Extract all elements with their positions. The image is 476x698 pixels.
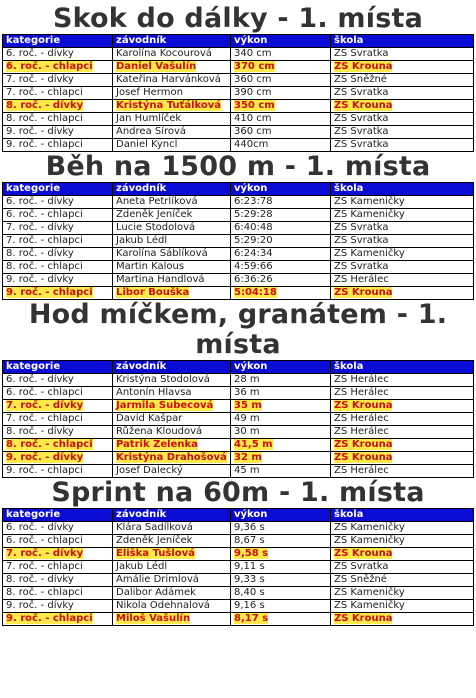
table-row: [3, 261, 474, 274]
results-table: [2, 360, 474, 478]
table-row-highlighted: [3, 452, 474, 465]
table-row: [3, 426, 474, 439]
cell-zavodnik: Karolína Sáblíková: [113, 248, 231, 261]
table-row: [3, 235, 474, 248]
table-row: [3, 87, 474, 100]
table-row-highlighted: [3, 613, 474, 626]
cell-zavodnik: Eliška Tušlová: [113, 548, 231, 561]
cell-zavodnik: Miloš Vašulín: [113, 613, 231, 626]
cell-zavodnik: Kristýna Tuťálková: [113, 100, 231, 113]
header-vykon: výkon: [231, 509, 331, 522]
cell-skola: ZŠ Krouna: [331, 61, 474, 74]
cell-skola: ZŠ Svratka: [331, 261, 474, 274]
cell-vykon: 4:59:66: [231, 261, 331, 274]
table-row: [3, 209, 474, 222]
cell-zavodnik: Martina Handlová: [113, 274, 231, 287]
cell-kategorie: 8. roč. - dívky: [3, 248, 113, 261]
cell-skola: ZŠ Herálec: [331, 387, 474, 400]
cell-skola: ZŠ Svratka: [331, 561, 474, 574]
cell-skola: ZŠ Herálec: [331, 374, 474, 387]
cell-skola: ZŠ Kameničky: [331, 587, 474, 600]
cell-vykon: 9,33 s: [231, 574, 331, 587]
cell-vykon: 9,16 s: [231, 600, 331, 613]
cell-kategorie: 8. roč. - chlapci: [3, 113, 113, 126]
table-row-highlighted: [3, 100, 474, 113]
table-header-row: [3, 183, 474, 196]
header-zavodnik: závodník: [113, 35, 231, 48]
cell-kategorie: 8. roč. - chlapci: [3, 439, 113, 452]
section-title: Běh na 1500 m - 1. místa: [45, 151, 431, 182]
header-skola: škola: [331, 35, 474, 48]
table-row: [3, 587, 474, 600]
cell-kategorie: 6. roč. - chlapci: [3, 387, 113, 400]
cell-skola: ZŠ Kameničky: [331, 248, 474, 261]
header-skola: škola: [331, 361, 474, 374]
cell-zavodnik: Růžena Kloudová: [113, 426, 231, 439]
cell-vykon: 6:40:48: [231, 222, 331, 235]
cell-vykon: 8,17 s: [231, 613, 331, 626]
cell-zavodnik: Amálie Drimlová: [113, 574, 231, 587]
cell-skola: ZŠ Svratka: [331, 139, 474, 152]
section-60m-sprint: [2, 478, 474, 626]
cell-kategorie: 9. roč. - chlapci: [3, 287, 113, 300]
cell-skola: ZŠ Herálec: [331, 426, 474, 439]
table-row: [3, 413, 474, 426]
cell-zavodnik: Libor Bouška: [113, 287, 231, 300]
cell-skola: ZŠ Herálec: [331, 465, 474, 478]
table-row: [3, 535, 474, 548]
cell-skola: ZŠ Krouna: [331, 613, 474, 626]
cell-skola: ZŠ Svratka: [331, 48, 474, 61]
cell-vykon: 6:23:78: [231, 196, 331, 209]
cell-kategorie: 9. roč. - chlapci: [3, 465, 113, 478]
cell-kategorie: 8. roč. - dívky: [3, 574, 113, 587]
table-row-highlighted: [3, 548, 474, 561]
cell-skola: ZŠ Krouna: [331, 100, 474, 113]
cell-kategorie: 7. roč. - chlapci: [3, 413, 113, 426]
cell-zavodnik: Martin Kalous: [113, 261, 231, 274]
cell-kategorie: 8. roč. - chlapci: [3, 587, 113, 600]
cell-zavodnik: Kateřina Harvánková: [113, 74, 231, 87]
cell-zavodnik: Patrik Zelenka: [113, 439, 231, 452]
cell-kategorie: 6. roč. - dívky: [3, 522, 113, 535]
cell-skola: ZŠ Sněžné: [331, 74, 474, 87]
header-kategorie: kategorie: [3, 361, 113, 374]
cell-kategorie: 6. roč. - chlapci: [3, 535, 113, 548]
cell-zavodnik: David Kašpar: [113, 413, 231, 426]
table-row-highlighted: [3, 439, 474, 452]
cell-vykon: 6:24:34: [231, 248, 331, 261]
cell-skola: ZŠ Herálec: [331, 413, 474, 426]
cell-zavodnik: Kristýna Drahošová: [113, 452, 231, 465]
table-row-highlighted: [3, 287, 474, 300]
cell-kategorie: 6. roč. - dívky: [3, 196, 113, 209]
cell-vykon: 49 m: [231, 413, 331, 426]
cell-zavodnik: Klára Sadílková: [113, 522, 231, 535]
cell-zavodnik: Antonín Hlavsa: [113, 387, 231, 400]
table-row: [3, 248, 474, 261]
cell-kategorie: 7. roč. - dívky: [3, 400, 113, 413]
table-row: [3, 465, 474, 478]
cell-zavodnik: Daniel Vašulín: [113, 61, 231, 74]
cell-skola: ZŠ Krouna: [331, 452, 474, 465]
cell-vykon: 9,11 s: [231, 561, 331, 574]
cell-vykon: 36 m: [231, 387, 331, 400]
cell-skola: ZŠ Sněžné: [331, 574, 474, 587]
header-zavodnik: závodník: [113, 509, 231, 522]
cell-zavodnik: Jarmila Šubecová: [113, 400, 231, 413]
table-row: [3, 600, 474, 613]
cell-vykon: 41,5 m: [231, 439, 331, 452]
cell-kategorie: 8. roč. - dívky: [3, 100, 113, 113]
cell-zavodnik: Lucie Stodolová: [113, 222, 231, 235]
header-skola: škola: [331, 183, 474, 196]
cell-zavodnik: Karolína Kocourová: [113, 48, 231, 61]
table-row: [3, 374, 474, 387]
cell-vykon: 35 m: [231, 400, 331, 413]
cell-kategorie: 8. roč. - chlapci: [3, 261, 113, 274]
header-vykon: výkon: [231, 361, 331, 374]
cell-skola: ZŠ Krouna: [331, 287, 474, 300]
section-title: Hod míčkem, granátem - 1. místa: [28, 299, 448, 360]
table-row: [3, 561, 474, 574]
results-table: [2, 508, 474, 626]
cell-kategorie: 9. roč. - chlapci: [3, 139, 113, 152]
cell-vykon: 5:04:18: [231, 287, 331, 300]
table-row-highlighted: [3, 61, 474, 74]
results-table: [2, 182, 474, 300]
header-kategorie: kategorie: [3, 509, 113, 522]
section-1500m-run: [2, 152, 474, 300]
cell-kategorie: 9. roč. - dívky: [3, 274, 113, 287]
cell-kategorie: 6. roč. - dívky: [3, 48, 113, 61]
table-row: [3, 139, 474, 152]
header-skola: škola: [331, 509, 474, 522]
cell-kategorie: 6. roč. - dívky: [3, 374, 113, 387]
cell-skola: ZŠ Herálec: [331, 274, 474, 287]
cell-skola: ZŠ Krouna: [331, 439, 474, 452]
section-title: Sprint na 60m - 1. místa: [51, 477, 425, 508]
cell-kategorie: 8. roč. - dívky: [3, 426, 113, 439]
header-vykon: výkon: [231, 183, 331, 196]
header-zavodnik: závodník: [113, 183, 231, 196]
cell-skola: ZŠ Svratka: [331, 87, 474, 100]
cell-kategorie: 6. roč. - chlapci: [3, 61, 113, 74]
cell-skola: ZŠ Svratka: [331, 126, 474, 139]
table-row: [3, 387, 474, 400]
cell-vykon: 410 cm: [231, 113, 331, 126]
cell-zavodnik: Daniel Kyncl: [113, 139, 231, 152]
header-vykon: výkon: [231, 35, 331, 48]
cell-kategorie: 9. roč. - dívky: [3, 126, 113, 139]
results-table: [2, 34, 474, 152]
cell-kategorie: 7. roč. - chlapci: [3, 235, 113, 248]
table-row: [3, 574, 474, 587]
cell-vykon: 340 cm: [231, 48, 331, 61]
cell-zavodnik: Zdeněk Jeníček: [113, 209, 231, 222]
cell-zavodnik: Josef Dalecký: [113, 465, 231, 478]
header-kategorie: kategorie: [3, 183, 113, 196]
cell-zavodnik: Jakub Lédl: [113, 561, 231, 574]
cell-zavodnik: Kristýna Stodolová: [113, 374, 231, 387]
cell-kategorie: 7. roč. - dívky: [3, 222, 113, 235]
cell-skola: ZŠ Svratka: [331, 235, 474, 248]
table-row: [3, 126, 474, 139]
cell-vykon: 45 m: [231, 465, 331, 478]
section-long-jump: [2, 4, 474, 152]
cell-vykon: 370 cm: [231, 61, 331, 74]
cell-skola: ZŠ Kameničky: [331, 535, 474, 548]
table-header-row: [3, 361, 474, 374]
cell-zavodnik: Dalibor Adámek: [113, 587, 231, 600]
cell-skola: ZŠ Kameničky: [331, 196, 474, 209]
cell-vykon: 30 m: [231, 426, 331, 439]
cell-zavodnik: Josef Hermon: [113, 87, 231, 100]
cell-kategorie: 9. roč. - chlapci: [3, 613, 113, 626]
table-row: [3, 222, 474, 235]
cell-vykon: 350 cm: [231, 100, 331, 113]
header-kategorie: kategorie: [3, 35, 113, 48]
cell-skola: ZŠ Svratka: [331, 113, 474, 126]
section-title: Skok do dálky - 1. místa: [52, 3, 424, 34]
table-row-highlighted: [3, 400, 474, 413]
cell-vykon: 5:29:20: [231, 235, 331, 248]
cell-vykon: 360 cm: [231, 74, 331, 87]
cell-zavodnik: Andrea Šírová: [113, 126, 231, 139]
cell-zavodnik: Zdeněk Jeníček: [113, 535, 231, 548]
cell-vykon: 32 m: [231, 452, 331, 465]
cell-vykon: 9,58 s: [231, 548, 331, 561]
cell-kategorie: 9. roč. - dívky: [3, 452, 113, 465]
cell-skola: ZŠ Krouna: [331, 548, 474, 561]
table-row: [3, 74, 474, 87]
cell-vykon: 390 cm: [231, 87, 331, 100]
cell-zavodnik: Jan Humlíček: [113, 113, 231, 126]
cell-zavodnik: Jakub Lédl: [113, 235, 231, 248]
cell-kategorie: 9. roč. - dívky: [3, 600, 113, 613]
cell-vykon: 5:29:28: [231, 209, 331, 222]
table-row: [3, 196, 474, 209]
cell-skola: ZŠ Svratka: [331, 222, 474, 235]
header-zavodnik: závodník: [113, 361, 231, 374]
cell-vykon: 28 m: [231, 374, 331, 387]
cell-kategorie: 7. roč. - dívky: [3, 74, 113, 87]
cell-vykon: 8,67 s: [231, 535, 331, 548]
cell-skola: ZŠ Krouna: [331, 400, 474, 413]
cell-kategorie: 7. roč. - dívky: [3, 548, 113, 561]
results-page: [2, 0, 474, 626]
cell-zavodnik: Aneta Petrlíková: [113, 196, 231, 209]
cell-vykon: 440cm: [231, 139, 331, 152]
cell-vykon: 8,40 s: [231, 587, 331, 600]
table-header-row: [3, 509, 474, 522]
cell-skola: ZŠ Kameničky: [331, 600, 474, 613]
cell-skola: ZŠ Kameničky: [331, 209, 474, 222]
cell-kategorie: 7. roč. - chlapci: [3, 561, 113, 574]
cell-skola: ZŠ Kameničky: [331, 522, 474, 535]
cell-vykon: 360 cm: [231, 126, 331, 139]
section-ball-throw: [2, 300, 474, 478]
table-row: [3, 113, 474, 126]
cell-vykon: 9,36 s: [231, 522, 331, 535]
cell-vykon: 6:36:26: [231, 274, 331, 287]
cell-zavodnik: Nikola Odehnalová: [113, 600, 231, 613]
table-row: [3, 274, 474, 287]
cell-kategorie: 7. roč. - chlapci: [3, 87, 113, 100]
cell-kategorie: 6. roč. - chlapci: [3, 209, 113, 222]
table-header-row: [3, 35, 474, 48]
table-row: [3, 48, 474, 61]
table-row: [3, 522, 474, 535]
